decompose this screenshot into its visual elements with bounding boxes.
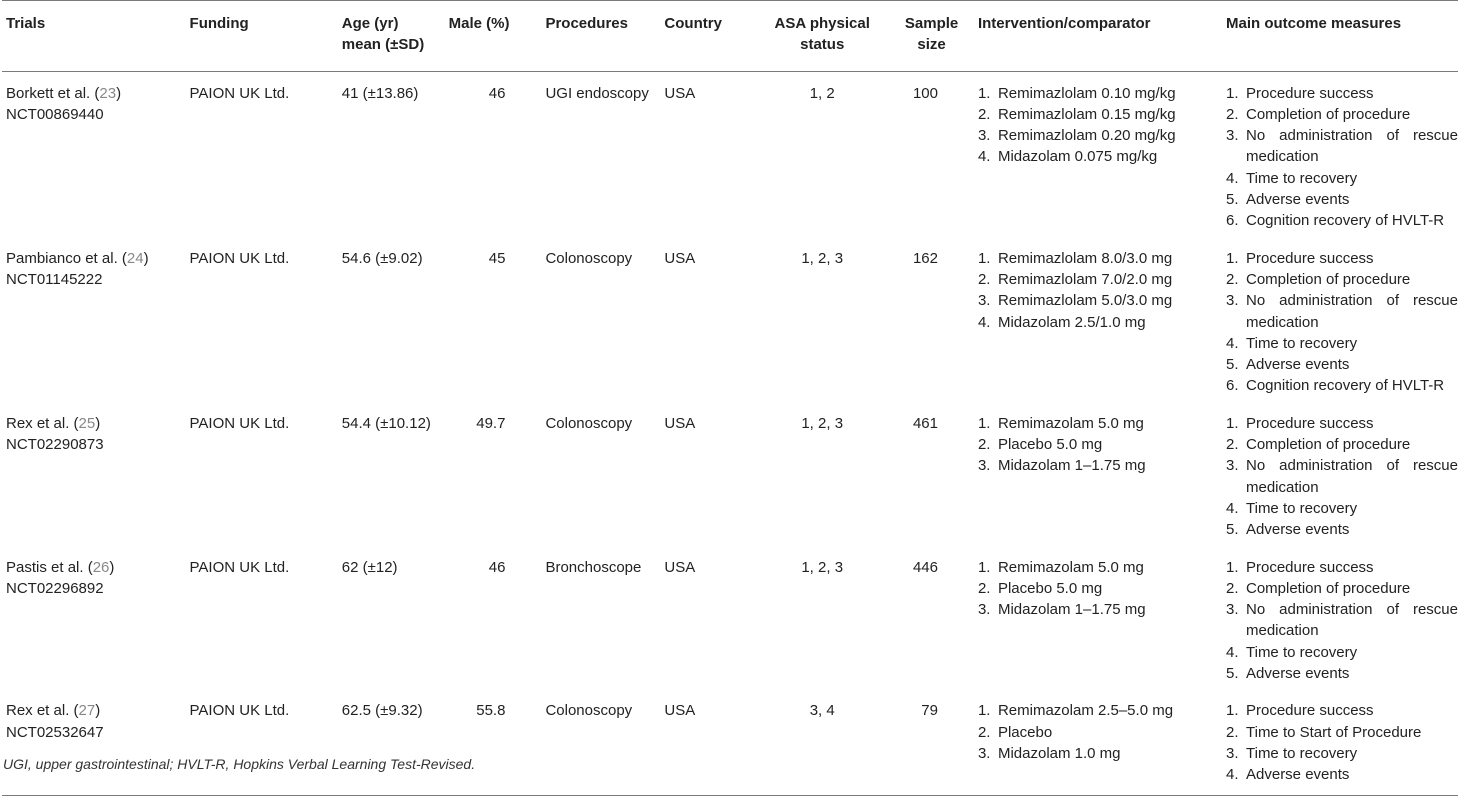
cell-asa: [759, 237, 885, 402]
country-value: USA: [664, 249, 696, 267]
list-number: 2.: [977, 723, 991, 741]
list-number: 2.: [977, 270, 991, 288]
header-trials: [2, 1, 190, 72]
outcome-list: [1226, 248, 1458, 397]
intervention-item: [978, 83, 1226, 104]
cell-funding: [190, 546, 342, 690]
age-value: 54.4 (±10.12): [341, 414, 431, 432]
cell-procedure: [545, 546, 664, 690]
cell-age: [342, 402, 449, 546]
outcome-item: [1226, 434, 1458, 455]
outcome-item: [1226, 599, 1458, 642]
list-number: 3.: [1226, 457, 1239, 475]
male-value: 46: [488, 84, 506, 102]
trial-registry-id: NCT01145222: [6, 270, 103, 288]
outcome-item-text: No administration of rescue medication: [1246, 601, 1458, 640]
list-number: 4.: [1226, 766, 1239, 784]
cell-outcomes: [1226, 546, 1458, 690]
outcome-item-text: Time to recovery: [1246, 744, 1358, 762]
table-footnote: UGI, upper gastrointestinal; HVLT-R, Hopkins Verbal Learning Test-Revised.: [3, 756, 476, 772]
trial-registry-id: NCT02296892: [6, 579, 104, 597]
age-value: 62 (±12): [341, 558, 398, 576]
cell-procedure: [545, 402, 664, 546]
trial-reference: 27: [78, 702, 96, 720]
list-number: 5.: [1226, 521, 1239, 539]
outcome-item: [1226, 168, 1458, 189]
intervention-item-text: Midazolam 1.0 mg: [997, 744, 1121, 762]
outcome-item-text: Cognition recovery of HVLT-R: [1246, 212, 1445, 230]
cell-intervention: [978, 71, 1226, 237]
header-age-line2: mean (±SD): [341, 36, 425, 54]
intervention-item-text: Remimazlolam 0.10 mg/kg: [997, 84, 1176, 102]
cell-intervention: [978, 402, 1226, 546]
asa-value: 1, 2, 3: [801, 249, 844, 267]
funding-value: PAION UK Ltd.: [189, 414, 290, 432]
table-row: [2, 546, 1458, 690]
cell-outcomes: [1226, 689, 1458, 795]
intervention-item: [978, 700, 1226, 721]
outcome-item-text: Procedure success: [1246, 702, 1374, 720]
intervention-item: [978, 557, 1226, 578]
header-asa-line1: ASA physical: [774, 15, 870, 32]
header-outcomes: [1226, 1, 1458, 72]
outcome-item: [1226, 413, 1458, 434]
list-number: 3.: [977, 127, 991, 145]
list-number: 3.: [1226, 744, 1239, 762]
cell-sample-size: [885, 237, 978, 402]
intervention-item: [978, 578, 1226, 599]
cell-intervention: [978, 689, 1226, 795]
intervention-item: [978, 599, 1226, 620]
intervention-item-text: Remimazolam 5.0 mg: [997, 414, 1144, 432]
list-number: 2.: [1226, 723, 1239, 741]
outcome-item-text: Adverse events: [1246, 766, 1350, 784]
header-trials-label: Trials: [6, 15, 46, 32]
country-value: USA: [664, 558, 696, 576]
list-number: 5.: [1226, 191, 1239, 209]
list-number: 5.: [1226, 356, 1239, 374]
outcome-item: [1226, 700, 1458, 721]
male-value: 46: [488, 558, 506, 576]
list-number: 4.: [977, 148, 991, 166]
intervention-item-text: Placebo 5.0 mg: [997, 436, 1103, 454]
list-number: 3.: [1226, 292, 1239, 310]
list-number: 1.: [1226, 702, 1239, 720]
cell-trial: [2, 71, 190, 237]
list-number: 1.: [1226, 414, 1239, 432]
header-country-label: Country: [664, 15, 722, 32]
cell-outcomes: [1226, 402, 1458, 546]
header-asa: [759, 1, 885, 72]
intervention-list: [978, 700, 1226, 764]
header-country: [664, 1, 759, 72]
intervention-item: [978, 312, 1226, 333]
list-number: 6.: [1226, 212, 1239, 230]
list-number: 2.: [977, 436, 991, 454]
table-body: [2, 71, 1458, 795]
list-number: 2.: [1226, 105, 1239, 123]
list-number: 1.: [977, 414, 991, 432]
cell-trial: [2, 689, 190, 795]
outcome-item: [1226, 663, 1458, 684]
cell-sample-size: [885, 689, 978, 795]
intervention-item-text: Remimazolam 5.0 mg: [997, 558, 1144, 576]
cell-age: [342, 71, 449, 237]
list-number: 1.: [977, 558, 991, 576]
trial-reference-close: ): [109, 558, 115, 576]
intervention-list: [978, 83, 1226, 168]
intervention-item-text: Remimazlolam 8.0/3.0 mg: [997, 249, 1173, 267]
trial-reference: 23: [99, 84, 117, 102]
cell-trial: [2, 402, 190, 546]
header-intervention-label: Intervention/comparator: [977, 15, 1151, 32]
header-outcomes-label: Main outcome measures: [1226, 15, 1402, 32]
outcome-item-text: Adverse events: [1246, 191, 1350, 209]
cell-sample-size: [885, 546, 978, 690]
outcome-item-text: Completion of procedure: [1246, 270, 1411, 288]
cell-male: [449, 546, 546, 690]
outcome-item-text: Adverse events: [1246, 521, 1350, 539]
outcome-item: [1226, 210, 1458, 231]
cell-male: [449, 237, 546, 402]
intervention-item-text: Remimazlolam 7.0/2.0 mg: [997, 270, 1173, 288]
procedure-value: Bronchoscope: [545, 558, 642, 576]
trial-reference-close: ): [95, 414, 101, 432]
intervention-item: [978, 722, 1226, 743]
trial-reference: 25: [78, 414, 96, 432]
outcome-item-text: No administration of rescue medication: [1246, 127, 1458, 166]
cell-country: [664, 402, 759, 546]
sample-size-value: 162: [912, 249, 938, 267]
outcome-item: [1226, 248, 1458, 269]
outcome-item: [1226, 519, 1458, 540]
list-number: 1.: [977, 84, 991, 102]
outcome-list: [1226, 557, 1458, 685]
outcome-item: [1226, 722, 1458, 743]
age-value: 41 (±13.86): [341, 84, 419, 102]
intervention-item-text: Remimazlolam 0.15 mg/kg: [997, 105, 1176, 123]
outcome-item: [1226, 498, 1458, 519]
list-number: 2.: [977, 105, 991, 123]
cell-trial: [2, 546, 190, 690]
intervention-list: [978, 413, 1226, 477]
cell-procedure: [545, 71, 664, 237]
outcome-list: [1226, 413, 1458, 541]
cell-age: [342, 546, 449, 690]
trial-reference-close: ): [143, 249, 149, 267]
intervention-item-text: Midazolam 2.5/1.0 mg: [997, 313, 1146, 331]
intervention-list: [978, 557, 1226, 621]
outcome-item-text: Time to recovery: [1246, 499, 1358, 517]
list-number: 3.: [1226, 127, 1239, 145]
outcome-item-text: Adverse events: [1246, 356, 1350, 374]
header-sample-size: [885, 1, 978, 72]
outcome-item-text: No administration of rescue medication: [1246, 292, 1458, 331]
outcome-item-text: Time to recovery: [1246, 334, 1358, 352]
cell-asa: [759, 402, 885, 546]
male-value: 55.8: [476, 702, 506, 720]
outcome-item: [1226, 333, 1458, 354]
outcome-item-text: Cognition recovery of HVLT-R: [1246, 377, 1445, 395]
cell-age: [342, 237, 449, 402]
intervention-item-text: Placebo 5.0 mg: [997, 579, 1103, 597]
trials-table: [2, 0, 1458, 796]
outcome-item: [1226, 455, 1458, 498]
outcome-list: [1226, 83, 1458, 232]
trial-registry-id: NCT00869440: [6, 105, 104, 123]
table-row: [2, 237, 1458, 402]
male-value: 45: [488, 249, 506, 267]
asa-value: 3, 4: [809, 702, 835, 720]
table-row: [2, 689, 1458, 795]
outcome-item: [1226, 83, 1458, 104]
trial-reference-close: ): [116, 84, 122, 102]
header-male: [449, 1, 546, 72]
outcome-item: [1226, 642, 1458, 663]
list-number: 4.: [1226, 169, 1239, 187]
cell-asa: [759, 546, 885, 690]
cell-funding: [190, 71, 342, 237]
asa-value: 1, 2, 3: [801, 558, 844, 576]
cell-funding: [190, 237, 342, 402]
outcome-item-text: No administration of rescue medication: [1246, 457, 1458, 496]
trial-author: Pastis et al. (: [6, 558, 93, 576]
intervention-item: [978, 455, 1226, 476]
funding-value: PAION UK Ltd.: [189, 702, 290, 720]
header-size-line1: Sample: [904, 15, 959, 32]
intervention-item-text: Remimazlolam 0.20 mg/kg: [997, 127, 1176, 145]
outcome-item-text: Completion of procedure: [1246, 579, 1411, 597]
header-size-line2: size: [917, 36, 946, 54]
list-number: 2.: [1226, 270, 1239, 288]
sample-size-value: 79: [921, 702, 938, 720]
cell-funding: [190, 402, 342, 546]
sample-size-value: 461: [912, 414, 938, 432]
cell-male: [449, 402, 546, 546]
outcome-item-text: Adverse events: [1246, 665, 1350, 683]
intervention-item-text: Midazolam 1–1.75 mg: [997, 457, 1146, 475]
list-number: 4.: [1226, 334, 1239, 352]
country-value: USA: [664, 414, 696, 432]
list-number: 1.: [1226, 558, 1239, 576]
outcome-item-text: Procedure success: [1246, 414, 1374, 432]
cell-procedure: [545, 237, 664, 402]
cell-asa: [759, 689, 885, 795]
intervention-item: [978, 743, 1226, 764]
age-value: 54.6 (±9.02): [341, 249, 423, 267]
intervention-item-text: Midazolam 0.075 mg/kg: [997, 148, 1158, 166]
outcome-item-text: Time to Start of Procedure: [1246, 723, 1422, 741]
cell-country: [664, 71, 759, 237]
cell-sample-size: [885, 402, 978, 546]
intervention-item: [978, 248, 1226, 269]
cell-intervention: [978, 546, 1226, 690]
cell-funding: [190, 689, 342, 795]
funding-value: PAION UK Ltd.: [189, 84, 290, 102]
header-funding: [190, 1, 342, 72]
intervention-item-text: Placebo: [997, 723, 1053, 741]
outcome-item: [1226, 290, 1458, 333]
outcome-item-text: Procedure success: [1246, 249, 1374, 267]
list-number: 1.: [977, 249, 991, 267]
table-header: [2, 1, 1458, 72]
cell-country: [664, 237, 759, 402]
outcome-item-text: Completion of procedure: [1246, 436, 1411, 454]
cell-trial: [2, 237, 190, 402]
sample-size-value: 446: [912, 558, 938, 576]
trial-reference: 24: [126, 249, 144, 267]
list-number: 3.: [977, 292, 991, 310]
trial-reference-close: ): [95, 702, 101, 720]
outcome-list: [1226, 700, 1458, 785]
trial-author: Rex et al. (: [6, 702, 79, 720]
trial-author: Borkett et al. (: [6, 84, 100, 102]
country-value: USA: [664, 702, 696, 720]
list-number: 3.: [977, 744, 991, 762]
procedure-value: UGI endoscopy: [545, 84, 649, 102]
intervention-item-text: Remimazolam 2.5–5.0 mg: [997, 702, 1174, 720]
intervention-item: [978, 104, 1226, 125]
header-age: [342, 1, 449, 72]
list-number: 3.: [977, 601, 991, 619]
trial-registry-id: NCT02290873: [6, 436, 104, 454]
header-male-label: Male (%): [448, 15, 510, 32]
list-number: 1.: [1226, 249, 1239, 267]
cell-outcomes: [1226, 237, 1458, 402]
cell-age: [342, 689, 449, 795]
age-value: 62.5 (±9.32): [341, 702, 423, 720]
asa-value: 1, 2, 3: [801, 414, 844, 432]
outcome-item-text: Time to recovery: [1246, 169, 1358, 187]
table-row: [2, 71, 1458, 237]
asa-value: 1, 2: [809, 84, 835, 102]
trial-reference: 26: [92, 558, 110, 576]
cell-male: [449, 689, 546, 795]
trial-registry-id: NCT02532647: [6, 723, 104, 741]
country-value: USA: [664, 84, 696, 102]
list-number: 4.: [977, 313, 991, 331]
header-asa-line2: status: [800, 36, 845, 54]
cell-asa: [759, 71, 885, 237]
outcome-item: [1226, 375, 1458, 396]
header-funding-label: Funding: [189, 15, 249, 32]
intervention-item: [978, 146, 1226, 167]
cell-intervention: [978, 237, 1226, 402]
outcome-item-text: Completion of procedure: [1246, 105, 1411, 123]
outcome-item: [1226, 269, 1458, 290]
intervention-item: [978, 434, 1226, 455]
header-age-line1: Age (yr): [341, 15, 399, 32]
cell-sample-size: [885, 71, 978, 237]
list-number: 6.: [1226, 377, 1239, 395]
list-number: 2.: [977, 579, 991, 597]
list-number: 3.: [1226, 601, 1239, 619]
outcome-item: [1226, 557, 1458, 578]
outcome-item: [1226, 354, 1458, 375]
cell-male: [449, 71, 546, 237]
trial-author: Rex et al. (: [6, 414, 79, 432]
outcome-item: [1226, 125, 1458, 168]
sample-size-value: 100: [912, 84, 938, 102]
outcome-item: [1226, 578, 1458, 599]
outcome-item: [1226, 743, 1458, 764]
outcome-item: [1226, 104, 1458, 125]
intervention-item-text: Remimazlolam 5.0/3.0 mg: [997, 292, 1173, 310]
outcome-item-text: Procedure success: [1246, 558, 1374, 576]
outcome-item: [1226, 764, 1458, 785]
cell-outcomes: [1226, 71, 1458, 237]
procedure-value: Colonoscopy: [545, 249, 633, 267]
intervention-item: [978, 125, 1226, 146]
list-number: 1.: [1226, 84, 1239, 102]
outcome-item: [1226, 189, 1458, 210]
intervention-item: [978, 290, 1226, 311]
procedure-value: Colonoscopy: [545, 414, 633, 432]
header-procedures-label: Procedures: [545, 15, 628, 32]
procedure-value: Colonoscopy: [545, 702, 633, 720]
trial-author: Pambianco et al. (: [6, 249, 127, 267]
header-intervention: [978, 1, 1226, 72]
funding-value: PAION UK Ltd.: [189, 249, 290, 267]
intervention-item: [978, 413, 1226, 434]
list-number: 5.: [1226, 665, 1239, 683]
cell-procedure: [545, 689, 664, 795]
outcome-item-text: Time to recovery: [1246, 643, 1358, 661]
intervention-item-text: Midazolam 1–1.75 mg: [997, 601, 1146, 619]
list-number: 4.: [1226, 499, 1239, 517]
list-number: 2.: [1226, 436, 1239, 454]
intervention-item: [978, 269, 1226, 290]
list-number: 1.: [977, 702, 991, 720]
cell-country: [664, 546, 759, 690]
list-number: 3.: [977, 457, 991, 475]
list-number: 2.: [1226, 579, 1239, 597]
funding-value: PAION UK Ltd.: [189, 558, 290, 576]
outcome-item-text: Procedure success: [1246, 84, 1374, 102]
table-row: [2, 402, 1458, 546]
list-number: 4.: [1226, 643, 1239, 661]
header-procedures: [545, 1, 664, 72]
male-value: 49.7: [476, 414, 506, 432]
cell-country: [664, 689, 759, 795]
intervention-list: [978, 248, 1226, 333]
header-row: [2, 1, 1458, 72]
